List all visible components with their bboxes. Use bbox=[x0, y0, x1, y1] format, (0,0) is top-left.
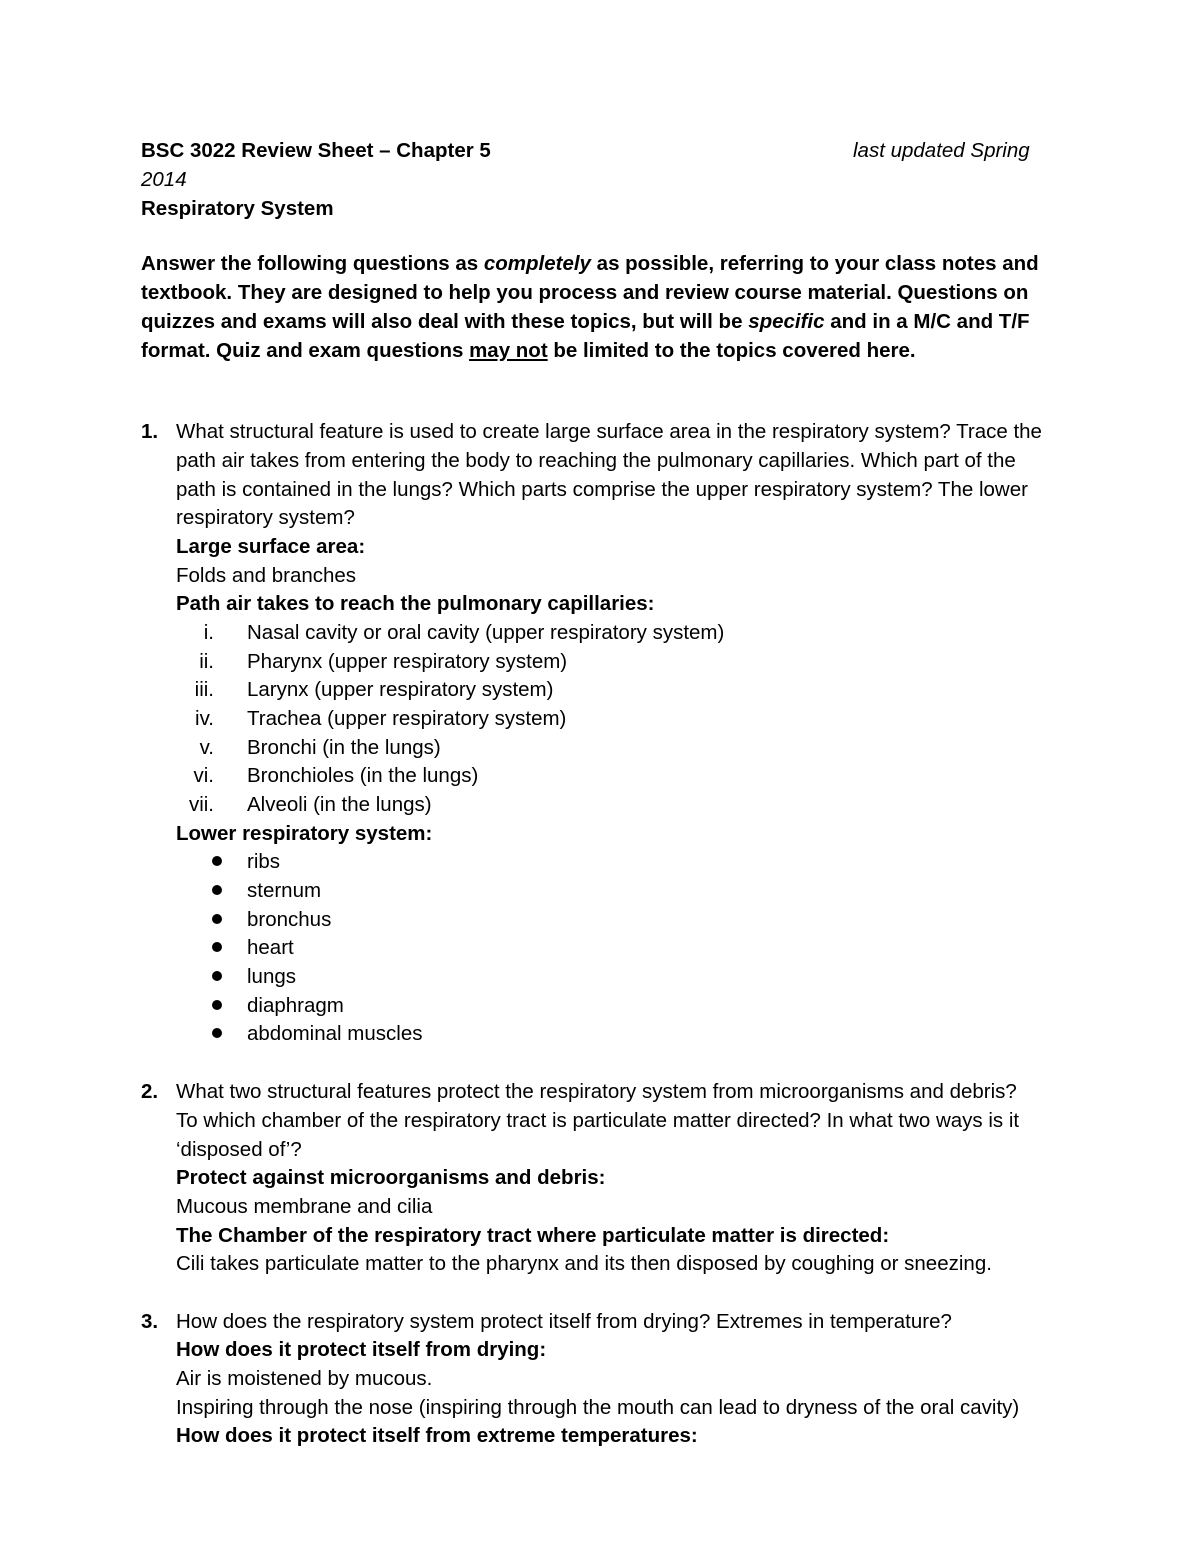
intro-line-2: textbook. They are designed to help you process and review course material. Questions on bbox=[141, 281, 1029, 304]
list-marker: vii. bbox=[188, 793, 214, 816]
list-item: Nasal cavity or oral cavity (upper respiratory system) bbox=[247, 621, 725, 644]
bullet-icon bbox=[212, 856, 222, 866]
list-marker: vi. bbox=[193, 764, 214, 787]
answer-heading: Protect against microorganisms and debris: bbox=[176, 1166, 606, 1189]
doc-title: BSC 3022 Review Sheet – Chapter 5 bbox=[141, 139, 491, 162]
answer-heading: How does it protect itself from extreme temperatures: bbox=[176, 1424, 698, 1447]
list-item: Pharynx (upper respiratory system) bbox=[247, 650, 568, 673]
list-marker: ii. bbox=[199, 650, 214, 673]
doc-subject: Respiratory System bbox=[141, 197, 334, 220]
question-text: What structural feature is used to create large surface area in the respiratory system? Trace the bbox=[176, 420, 1042, 443]
last-updated: last updated Spring bbox=[853, 139, 1030, 162]
question-number: 1. bbox=[141, 420, 159, 443]
update-year: 2014 bbox=[141, 168, 187, 191]
question-text: ‘disposed of’? bbox=[176, 1138, 302, 1161]
answer-text: Cili takes particulate matter to the pharynx and its then disposed by coughing or sneezing. bbox=[176, 1252, 992, 1275]
answer-heading: Path air takes to reach the pulmonary capillaries: bbox=[176, 592, 655, 615]
list-item: ribs bbox=[247, 850, 281, 873]
answer-text: Air is moistened by mucous. bbox=[176, 1367, 433, 1390]
list-marker: i. bbox=[203, 621, 214, 644]
bullet-icon bbox=[212, 1000, 222, 1010]
question-text: path air takes from entering the body to reaching the pulmonary capillaries. Which part of the bbox=[176, 449, 1016, 472]
list-item: Bronchi (in the lungs) bbox=[247, 736, 441, 759]
question-text: path is contained in the lungs? Which parts comprise the upper respiratory system? The lower bbox=[176, 478, 1028, 501]
question-text: To which chamber of the respiratory tract is particulate matter directed? In what two ways is it bbox=[176, 1109, 1020, 1132]
list-item: Bronchioles (in the lungs) bbox=[247, 764, 479, 787]
bullet-icon bbox=[212, 914, 222, 924]
bullet-icon bbox=[212, 971, 222, 981]
list-item: Alveoli (in the lungs) bbox=[247, 793, 432, 816]
bullet-icon bbox=[212, 885, 222, 895]
question-text: How does the respiratory system protect itself from drying? Extremes in temperature? bbox=[176, 1310, 952, 1333]
list-item: bronchus bbox=[247, 908, 332, 931]
answer-text: Inspiring through the nose (inspiring through the mouth can lead to dryness of the oral cavity) bbox=[176, 1396, 1020, 1419]
list-item: diaphragm bbox=[247, 994, 344, 1017]
list-item: Trachea (upper respiratory system) bbox=[247, 707, 567, 730]
answer-text: Mucous membrane and cilia bbox=[176, 1195, 433, 1218]
intro-line-4: format. Quiz and exam questions may not be limited to the topics covered here. bbox=[141, 339, 916, 362]
question-text: What two structural features protect the respiratory system from microorganisms and debris? bbox=[176, 1080, 1017, 1103]
answer-heading: Lower respiratory system: bbox=[176, 822, 433, 845]
list-marker: iv. bbox=[195, 707, 214, 730]
question-number: 3. bbox=[141, 1310, 159, 1333]
list-marker: iii. bbox=[194, 678, 214, 701]
list-item: Larynx (upper respiratory system) bbox=[247, 678, 554, 701]
list-item: abdominal muscles bbox=[247, 1022, 423, 1045]
list-item: lungs bbox=[247, 965, 297, 988]
question-text: respiratory system? bbox=[176, 506, 355, 529]
list-item: sternum bbox=[247, 879, 322, 902]
question-number: 2. bbox=[141, 1080, 159, 1103]
answer-text: Folds and branches bbox=[176, 564, 357, 587]
bullet-icon bbox=[212, 942, 222, 952]
list-item: heart bbox=[247, 936, 294, 959]
list-marker: v. bbox=[199, 736, 214, 759]
answer-heading: Large surface area: bbox=[176, 535, 366, 558]
intro-line-1: Answer the following questions as completely as possible, referring to your class notes and bbox=[141, 252, 1039, 275]
answer-heading: How does it protect itself from drying: bbox=[176, 1338, 547, 1361]
bullet-icon bbox=[212, 1028, 222, 1038]
answer-heading: The Chamber of the respiratory tract where particulate matter is directed: bbox=[176, 1224, 890, 1247]
intro-line-3: quizzes and exams will also deal with these topics, but will be specific and in a M/C and T/F bbox=[141, 310, 1030, 333]
